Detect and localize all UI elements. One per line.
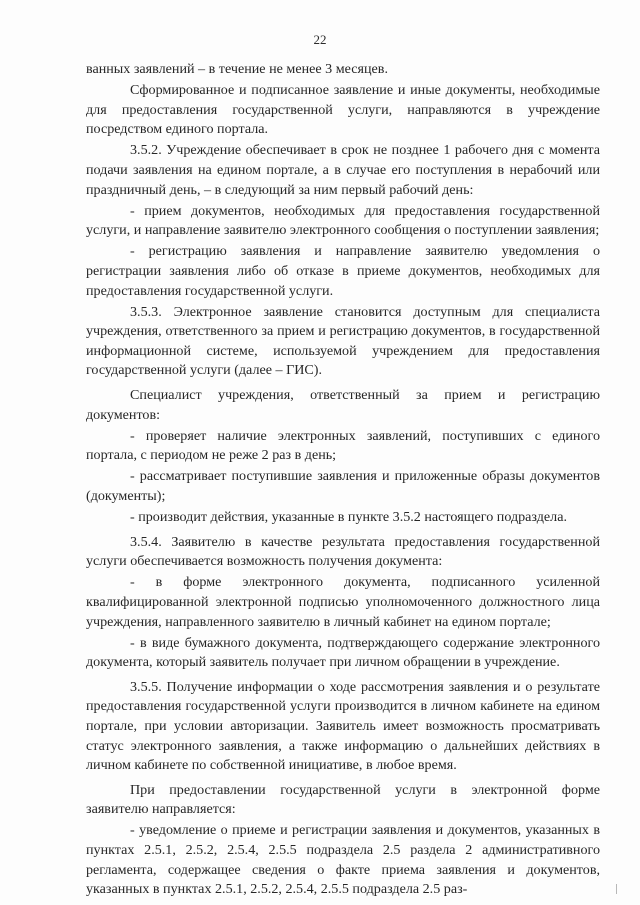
list-item-electronic-document: - в форме электронного документа, подписанного усиленной квалифицированной электронной подписью уполномоченного должностного лица учреждения, направленного заявителю в личный кабинет на едином портале; xyxy=(86,574,600,630)
paragraph-3-5-4: 3.5.4. Заявителю в качестве результата предоставления государственной услуги обеспечивается возможность получения документа: xyxy=(86,533,600,570)
list-item-perform-actions: - производит действия, указанные в пункте 3.5.2 настоящего подраздела. xyxy=(130,509,567,526)
list-item-registration: - регистрацию заявления и направление заявителю уведомления о регистрации заявления либо об отказе в приеме документов, необходимых для предоставления государственной услуги. xyxy=(86,243,600,299)
scan-edge-mark xyxy=(616,884,617,894)
list-item-paper-document: - в виде бумажного документа, подтверждающего содержание электронного документа, который заявитель получает при личном обращении в учреждение. xyxy=(86,634,600,671)
paragraph-3-5-2: 3.5.2. Учреждение обеспечивает в срок не позднее 1 рабочего дня с момента подачи заявления на едином портале, а в случае его поступления в нерабочий или праздничный день, – в следующий за ним первый рабочий день: xyxy=(86,142,600,198)
paragraph-3-5-5: 3.5.5. Получение информации о ходе рассмотрения заявления и о результате предоставления государственной услуги производится в личном кабинете на едином портале, при условии авторизации. Заявитель имеет возможность просматривать статус электронного заявления, а также информацию о дальнейших действиях в личном кабинете по собственной инициативе, в любое время. xyxy=(86,678,600,774)
page-number: 22 xyxy=(313,32,327,47)
paragraph-electronic-form: При предоставлении государственной услуги в электронной форме заявителю направляется: xyxy=(86,781,600,818)
paragraph-specialist: Специалист учреждения, ответственный за прием и регистрацию документов: xyxy=(86,387,600,423)
list-item-review-applications: - рассматривает поступившие заявления и приложенные образы документов (документы); xyxy=(86,468,600,504)
paragraph-portal-submission: Сформированное и подписанное заявление и иные документы, необходимые для предоставления государственной услуги, направляются в учреждение посредством единого портала. xyxy=(86,82,600,138)
paragraph-continuation: ванных заявлений – в течение не менее 3 месяцев. xyxy=(86,61,388,77)
list-item-check-applications: - проверяет наличие электронных заявлений, поступивших с единого портала, с периодом не реже 2 раз в день; xyxy=(86,427,600,464)
document-body xyxy=(86,60,600,901)
list-item-notification: - уведомление о приеме и регистрации заявления и документов, указанных в пунктах 2.5.1, 2.5.2, 2.5.4, 2.5.5 подраздела 2.5 раздела 2 административного регламента, содержащее сведения о факте приема заявления и документов, указанных в пунктах 2.5.1, 2.5.2, 2.5.4, 2.5.5 подраздела 2.5 раз- xyxy=(86,822,600,898)
list-item-document-reception: - прием документов, необходимых для предоставления государственной услуги, и направление заявителю электронного сообщения о поступлении заявления; xyxy=(86,202,600,239)
paragraph-3-5-3: 3.5.3. Электронное заявление становится доступным для специалиста учреждения, ответственного за прием и регистрацию документов, в государственной информационной системе, используемой учреждением для предоставления государственной услуги (далее – ГИС). xyxy=(86,303,600,379)
